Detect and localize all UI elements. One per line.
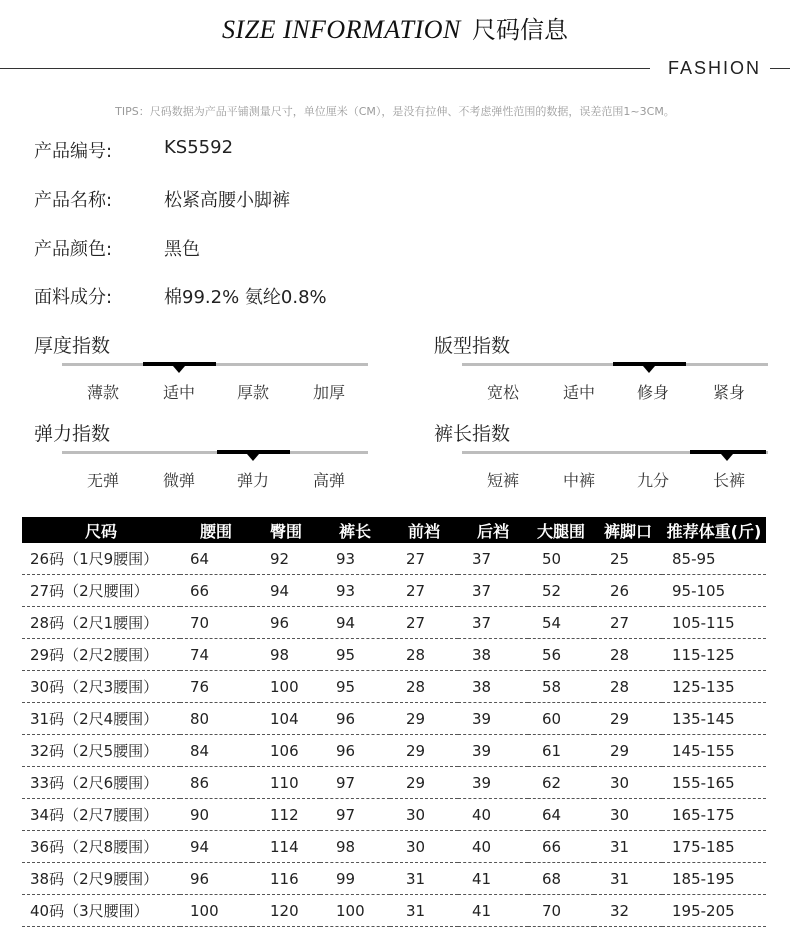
table-cell-front-rise: 28: [390, 639, 458, 671]
table-cell-size: 31码（2尺4腰围）: [22, 703, 180, 735]
table-cell-waist: 90: [180, 799, 252, 831]
table-cell-size: 29码（2尺2腰围）: [22, 639, 180, 671]
header-divider-left: [0, 68, 650, 69]
table-cell-length: 93: [320, 575, 390, 607]
table-cell-weight: 125-135: [662, 671, 766, 703]
info-value-name: 松紧高腰小脚裤: [164, 190, 290, 211]
table-cell-size: 36码（2尺8腰围）: [22, 831, 180, 863]
table-row: [22, 735, 766, 767]
table-row: [22, 895, 766, 927]
table-cell-size: 40码（3尺腰围）: [22, 895, 180, 927]
fit-option-1: 宽松: [486, 383, 519, 402]
elasticity-option-3: 弹力: [236, 471, 269, 490]
length-index-title: 裤长指数: [434, 423, 511, 445]
table-cell-front-rise: 28: [390, 671, 458, 703]
table-cell-length: 96: [320, 735, 390, 767]
table-row: [22, 767, 766, 799]
table-cell-waist: 86: [180, 767, 252, 799]
table-cell-thigh: 60: [528, 703, 594, 735]
table-cell-back-rise: 38: [458, 671, 528, 703]
column-header-weight: 推荐体重(斤): [662, 517, 766, 543]
table-cell-weight: 165-175: [662, 799, 766, 831]
table-cell-waist: 74: [180, 639, 252, 671]
table-cell-weight: 195-205: [662, 895, 766, 927]
table-cell-size: 32码（2尺5腰围）: [22, 735, 180, 767]
column-header-hip: 臀围: [252, 517, 320, 543]
column-header-hem: 裤脚口: [594, 517, 662, 543]
table-cell-length: 96: [320, 703, 390, 735]
table-cell-thigh: 56: [528, 639, 594, 671]
table-cell-size: 34码（2尺7腰围）: [22, 799, 180, 831]
info-label-code: 产品编号:: [34, 141, 113, 162]
info-label-fabric: 面料成分:: [34, 287, 113, 308]
table-cell-hip: 100: [252, 671, 320, 703]
table-cell-hem: 28: [594, 671, 662, 703]
info-label-name: 产品名称:: [34, 190, 113, 211]
table-row: [22, 703, 766, 735]
table-cell-back-rise: 39: [458, 703, 528, 735]
table-row: [22, 575, 766, 607]
table-cell-waist: 96: [180, 863, 252, 895]
table-cell-waist: 80: [180, 703, 252, 735]
fit-index-title: 版型指数: [434, 335, 511, 357]
table-cell-thigh: 54: [528, 607, 594, 639]
table-cell-front-rise: 30: [390, 799, 458, 831]
table-cell-weight: 95-105: [662, 575, 766, 607]
length-option-3: 九分: [636, 471, 669, 490]
table-cell-front-rise: 31: [390, 895, 458, 927]
table-cell-length: 95: [320, 671, 390, 703]
table-cell-thigh: 58: [528, 671, 594, 703]
table-cell-weight: 155-165: [662, 767, 766, 799]
table-cell-thigh: 61: [528, 735, 594, 767]
info-value-color: 黑色: [164, 239, 200, 260]
elasticity-option-2: 微弹: [162, 471, 195, 490]
column-header-thigh: 大腿围: [528, 517, 594, 543]
title-english: SIZE INFORMATION: [222, 15, 461, 44]
table-cell-hem: 29: [594, 735, 662, 767]
table-cell-back-rise: 40: [458, 831, 528, 863]
title-chinese: 尺码信息: [471, 16, 568, 44]
table-cell-length: 100: [320, 895, 390, 927]
elasticity-index-title: 弹力指数: [34, 423, 111, 445]
table-cell-back-rise: 39: [458, 767, 528, 799]
table-cell-hip: 92: [252, 543, 320, 575]
fit-option-2: 适中: [562, 383, 595, 402]
table-cell-length: 95: [320, 639, 390, 671]
fit-option-4: 紧身: [712, 383, 745, 402]
table-cell-hip: 120: [252, 895, 320, 927]
table-cell-thigh: 52: [528, 575, 594, 607]
thickness-option-3: 厚款: [236, 383, 269, 402]
table-cell-back-rise: 39: [458, 735, 528, 767]
table-cell-front-rise: 29: [390, 767, 458, 799]
fashion-label: FASHION: [668, 58, 762, 78]
info-value-fabric: 棉99.2% 氨纶0.8%: [164, 287, 327, 308]
fit-index-arrow-icon: [643, 366, 655, 373]
table-cell-hem: 25: [594, 543, 662, 575]
table-row: [22, 543, 766, 575]
table-cell-thigh: 70: [528, 895, 594, 927]
table-cell-waist: 76: [180, 671, 252, 703]
table-cell-waist: 94: [180, 831, 252, 863]
table-row: [22, 799, 766, 831]
table-cell-length: 97: [320, 767, 390, 799]
table-cell-length: 93: [320, 543, 390, 575]
table-cell-back-rise: 37: [458, 607, 528, 639]
table-cell-thigh: 50: [528, 543, 594, 575]
thickness-index-title: 厚度指数: [34, 335, 111, 357]
table-cell-front-rise: 29: [390, 703, 458, 735]
table-cell-front-rise: 27: [390, 575, 458, 607]
table-cell-waist: 70: [180, 607, 252, 639]
table-header-row: [22, 517, 766, 543]
table-row: [22, 863, 766, 895]
table-cell-front-rise: 31: [390, 863, 458, 895]
table-cell-weight: 185-195: [662, 863, 766, 895]
table-cell-hip: 94: [252, 575, 320, 607]
column-header-back-rise: 后裆: [458, 517, 528, 543]
table-cell-front-rise: 27: [390, 607, 458, 639]
table-cell-length: 94: [320, 607, 390, 639]
table-cell-back-rise: 37: [458, 543, 528, 575]
length-index-arrow-icon: [721, 454, 733, 461]
table-row: [22, 607, 766, 639]
table-cell-back-rise: 40: [458, 799, 528, 831]
thickness-option-1: 薄款: [86, 383, 119, 402]
elasticity-index-arrow-icon: [247, 454, 259, 461]
table-cell-size: 28码（2尺1腰围）: [22, 607, 180, 639]
length-option-1: 短裤: [486, 471, 519, 490]
table-cell-thigh: 66: [528, 831, 594, 863]
table-cell-size: 26码（1尺9腰围）: [22, 543, 180, 575]
table-cell-front-rise: 29: [390, 735, 458, 767]
table-cell-hem: 28: [594, 639, 662, 671]
table-cell-weight: 145-155: [662, 735, 766, 767]
table-cell-weight: 115-125: [662, 639, 766, 671]
table-cell-weight: 175-185: [662, 831, 766, 863]
length-option-2: 中裤: [562, 471, 595, 490]
table-cell-hip: 112: [252, 799, 320, 831]
table-cell-length: 98: [320, 831, 390, 863]
fit-option-3: 修身: [636, 383, 669, 402]
table-cell-thigh: 62: [528, 767, 594, 799]
table-cell-hip: 110: [252, 767, 320, 799]
table-cell-hip: 98: [252, 639, 320, 671]
info-label-color: 产品颜色:: [34, 239, 113, 260]
table-cell-back-rise: 41: [458, 895, 528, 927]
table-cell-waist: 66: [180, 575, 252, 607]
table-cell-back-rise: 38: [458, 639, 528, 671]
table-cell-hem: 32: [594, 895, 662, 927]
table-cell-thigh: 64: [528, 799, 594, 831]
table-cell-front-rise: 27: [390, 543, 458, 575]
elasticity-option-1: 无弹: [86, 471, 119, 490]
tips-note: TIPS：尺码数据为产品平铺测量尺寸，单位厘米（CM），是没有拉伸、不考虑弹性范围的数据，误差范围1~3CM。: [115, 105, 675, 118]
table-cell-hem: 27: [594, 607, 662, 639]
column-header-size: 尺码: [22, 517, 180, 543]
table-cell-waist: 100: [180, 895, 252, 927]
table-cell-hem: 29: [594, 703, 662, 735]
table-cell-hip: 96: [252, 607, 320, 639]
table-cell-hip: 106: [252, 735, 320, 767]
table-cell-hem: 31: [594, 831, 662, 863]
table-cell-hem: 30: [594, 767, 662, 799]
table-cell-back-rise: 41: [458, 863, 528, 895]
table-cell-weight: 105-115: [662, 607, 766, 639]
page-title: [0, 10, 790, 45]
table-cell-hip: 104: [252, 703, 320, 735]
thickness-option-2: 适中: [162, 383, 195, 402]
column-header-waist: 腰围: [180, 517, 252, 543]
length-option-4: 长裤: [712, 471, 745, 490]
header-divider-right: [770, 68, 790, 69]
table-cell-size: 33码（2尺6腰围）: [22, 767, 180, 799]
table-cell-size: 30码（2尺3腰围）: [22, 671, 180, 703]
table-body: [22, 543, 766, 927]
table-cell-waist: 64: [180, 543, 252, 575]
table-cell-weight: 85-95: [662, 543, 766, 575]
table-cell-hip: 114: [252, 831, 320, 863]
size-table: [22, 517, 766, 927]
table-cell-front-rise: 30: [390, 831, 458, 863]
table-row: [22, 831, 766, 863]
table-cell-hip: 116: [252, 863, 320, 895]
table-cell-weight: 135-145: [662, 703, 766, 735]
table-cell-length: 97: [320, 799, 390, 831]
table-row: [22, 671, 766, 703]
table-cell-hem: 26: [594, 575, 662, 607]
table-cell-hem: 31: [594, 863, 662, 895]
column-header-length: 裤长: [320, 517, 390, 543]
table-cell-hem: 30: [594, 799, 662, 831]
table-cell-size: 38码（2尺9腰围）: [22, 863, 180, 895]
table-cell-length: 99: [320, 863, 390, 895]
elasticity-index-track: [62, 451, 368, 454]
info-value-code: KS5592: [164, 137, 234, 158]
table-cell-waist: 84: [180, 735, 252, 767]
table-row: [22, 639, 766, 671]
table-cell-size: 27码（2尺腰围）: [22, 575, 180, 607]
thickness-option-4: 加厚: [312, 383, 345, 402]
elasticity-option-4: 高弹: [312, 471, 345, 490]
table-cell-thigh: 68: [528, 863, 594, 895]
thickness-index-arrow-icon: [173, 366, 185, 373]
column-header-front-rise: 前裆: [390, 517, 458, 543]
table-cell-back-rise: 37: [458, 575, 528, 607]
